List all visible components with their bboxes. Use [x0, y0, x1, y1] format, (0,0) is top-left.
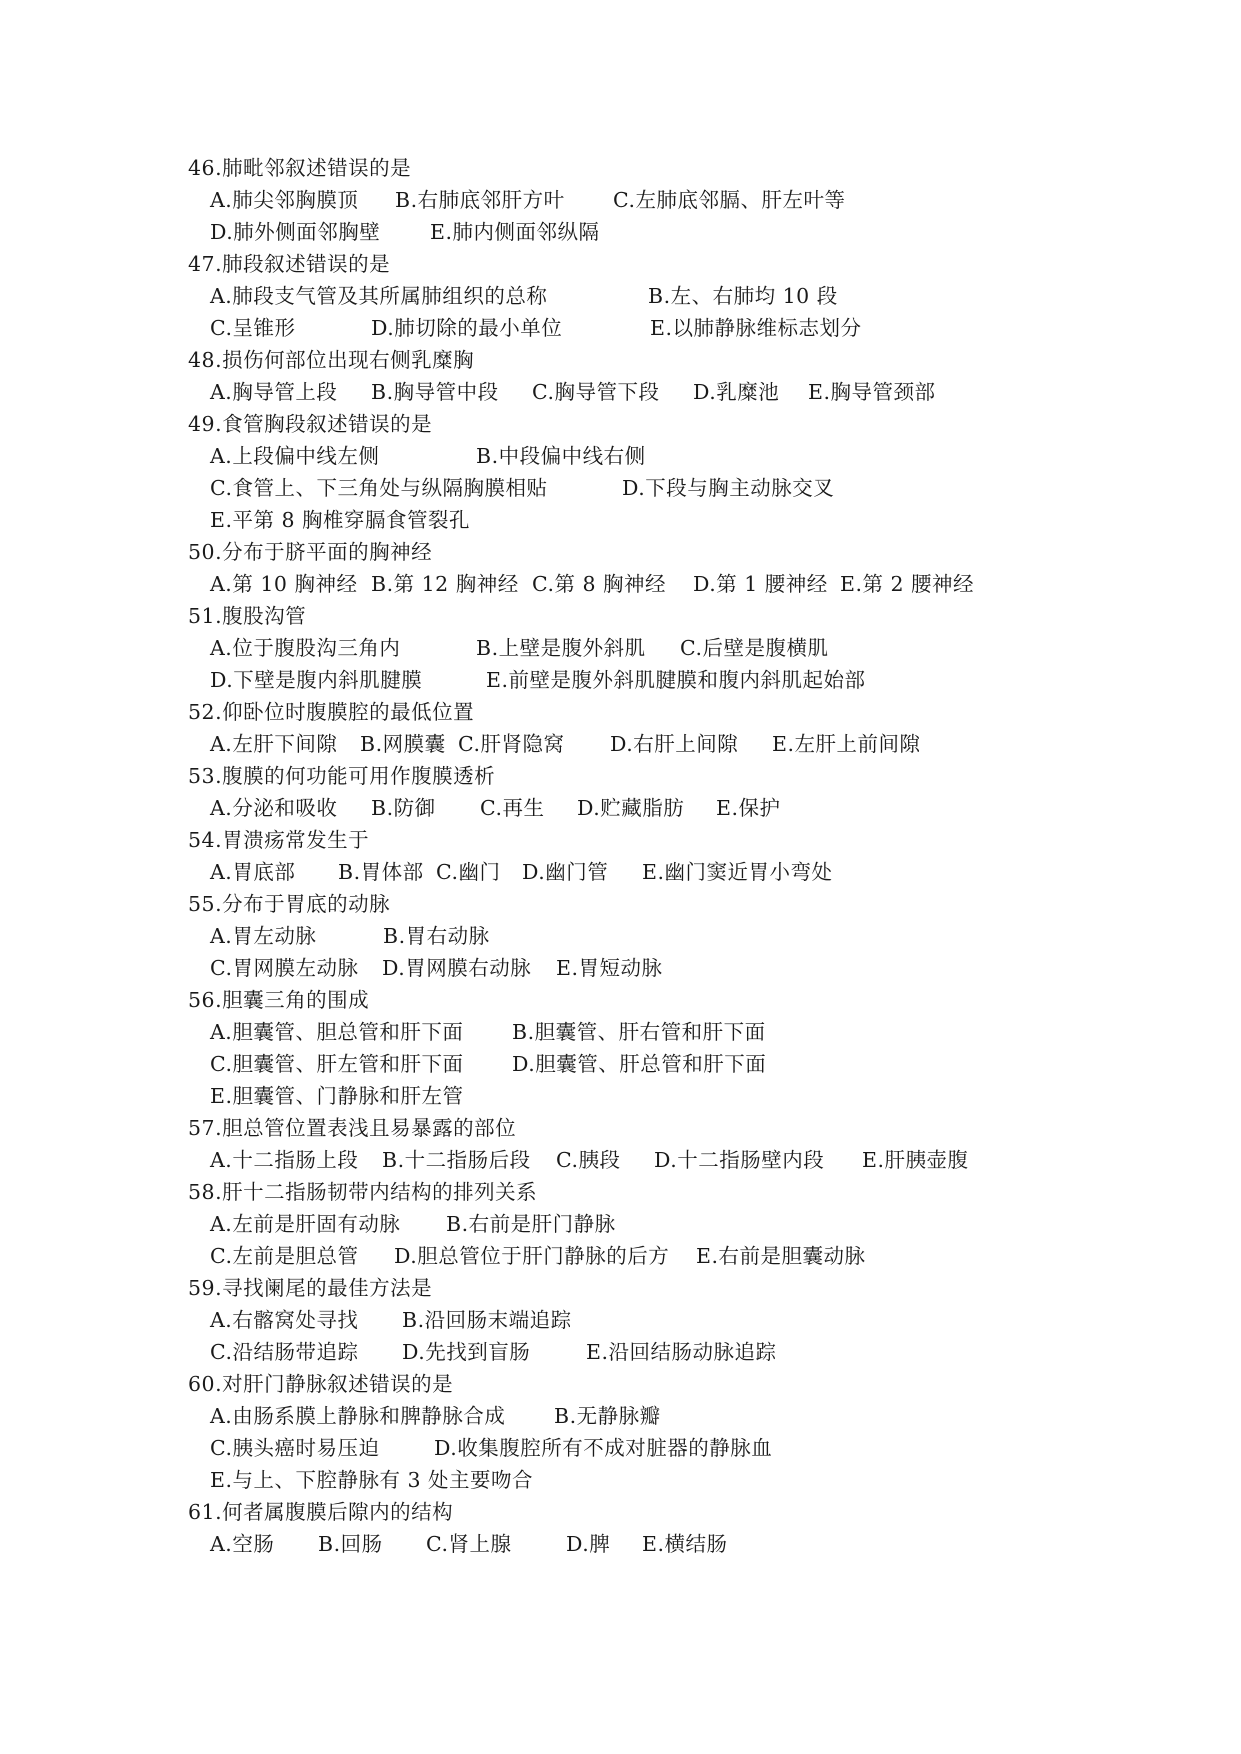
option: E.左肝上前间隙: [772, 732, 921, 756]
option: C.胆囊管、肝左管和肝下面: [210, 1052, 464, 1076]
option: C.食管上、下三角处与纵隔胸膜相贴: [210, 476, 548, 500]
option: D.脾: [566, 1532, 611, 1556]
option: E.幽门窦近胃小弯处: [642, 860, 833, 884]
option: A.分泌和吸收: [210, 796, 338, 820]
option: D.胃网膜右动脉: [382, 956, 532, 980]
option: E.第 2 腰神经: [840, 572, 975, 596]
option: E.平第 8 胸椎穿膈食管裂孔: [210, 508, 471, 532]
option: B.无静脉瓣: [554, 1404, 661, 1428]
option: C.左肺底邻膈、肝左叶等: [613, 188, 846, 212]
question-stem: 53.腹膜的何功能可用作腹膜透析: [188, 764, 496, 788]
option: D.胆囊管、肝总管和肝下面: [512, 1052, 767, 1076]
option: A.胸导管上段: [210, 380, 338, 404]
option: E.以肺静脉维标志划分: [650, 316, 862, 340]
option: D.下段与胸主动脉交叉: [622, 476, 835, 500]
question-stem: 57.胆总管位置表浅且易暴露的部位: [188, 1116, 517, 1140]
option: B.右肺底邻肝方叶: [395, 188, 565, 212]
option: D.先找到盲肠: [402, 1340, 531, 1364]
option: C.幽门: [436, 860, 501, 884]
option: C.胰头癌时易压迫: [210, 1436, 380, 1460]
option: E.肺内侧面邻纵隔: [430, 220, 600, 244]
option: E.右前是胆囊动脉: [696, 1244, 866, 1268]
option: C.第 8 胸神经: [532, 572, 667, 596]
option: A.胆囊管、胆总管和肝下面: [210, 1020, 464, 1044]
option: E.胃短动脉: [556, 956, 663, 980]
option: C.肝肾隐窝: [458, 732, 565, 756]
option: A.右髂窝处寻找: [210, 1308, 359, 1332]
option: E.胆囊管、门静脉和肝左管: [210, 1084, 464, 1108]
question-stem: 47.肺段叙述错误的是: [188, 252, 391, 276]
option: A.肺段支气管及其所属肺组织的总称: [210, 284, 548, 308]
option: B.右前是肝门静脉: [446, 1212, 616, 1236]
question-stem: 58.肝十二指肠韧带内结构的排列关系: [188, 1180, 538, 1204]
option: C.肾上腺: [426, 1532, 512, 1556]
option: E.保护: [716, 796, 781, 820]
question-stem: 51.腹股沟管: [188, 604, 307, 628]
option: D.十二指肠壁内段: [654, 1148, 825, 1172]
option: A.胃左动脉: [210, 924, 317, 948]
question-stem: 52.仰卧位时腹膜腔的最低位置: [188, 700, 475, 724]
option: D.肺切除的最小单位: [371, 316, 563, 340]
option: D.乳糜池: [693, 380, 780, 404]
option: C.沿结肠带追踪: [210, 1340, 359, 1364]
option: D.第 1 腰神经: [693, 572, 828, 596]
option: B.中段偏中线右侧: [476, 444, 646, 468]
option: B.左、右肺均 10 段: [648, 284, 838, 308]
option: D.收集腹腔所有不成对脏器的静脉血: [434, 1436, 773, 1460]
option: E.前壁是腹外斜肌腱膜和腹内斜肌起始部: [486, 668, 866, 692]
option: E.胸导管颈部: [808, 380, 936, 404]
option: B.胃体部: [338, 860, 424, 884]
question-stem: 49.食管胸段叙述错误的是: [188, 412, 433, 436]
option: C.胃网膜左动脉: [210, 956, 359, 980]
option: D.胆总管位于肝门静脉的后方: [394, 1244, 670, 1268]
option: B.胆囊管、肝右管和肝下面: [512, 1020, 766, 1044]
question-stem: 55.分布于胃底的动脉: [188, 892, 391, 916]
option: B.十二指肠后段: [382, 1148, 531, 1172]
option: C.左前是胆总管: [210, 1244, 359, 1268]
option: B.回肠: [318, 1532, 383, 1556]
option: A.第 10 胸神经: [210, 572, 358, 596]
question-stem: 46.肺毗邻叙述错误的是: [188, 156, 412, 180]
option: C.再生: [480, 796, 545, 820]
option: A.左前是肝固有动脉: [210, 1212, 401, 1236]
option: E.与上、下腔静脉有 3 处主要吻合: [210, 1468, 534, 1492]
question-stem: 59.寻找阑尾的最佳方法是: [188, 1276, 433, 1300]
option: A.左肝下间隙: [210, 732, 338, 756]
option: B.防御: [371, 796, 436, 820]
question-stem: 48.损伤何部位出现右侧乳糜胸: [188, 348, 475, 372]
option: A.空肠: [210, 1532, 275, 1556]
option: E.沿回结肠动脉追踪: [586, 1340, 777, 1364]
option: A.胃底部: [210, 860, 296, 884]
option: C.胸导管下段: [532, 380, 660, 404]
option: A.位于腹股沟三角内: [210, 636, 401, 660]
option: D.下壁是腹内斜肌腱膜: [210, 668, 423, 692]
option: E.横结肠: [642, 1532, 728, 1556]
option: D.贮藏脂肪: [577, 796, 685, 820]
question-stem: 61.何者属腹膜后隙内的结构: [188, 1500, 454, 1524]
option: A.上段偏中线左侧: [210, 444, 380, 468]
option: C.呈锥形: [210, 316, 296, 340]
option: A.十二指肠上段: [210, 1148, 359, 1172]
option: A.由肠系膜上静脉和脾静脉合成: [210, 1404, 506, 1428]
option: B.第 12 胸神经: [371, 572, 519, 596]
question-stem: 50.分布于脐平面的胸神经: [188, 540, 433, 564]
option: B.胸导管中段: [371, 380, 499, 404]
option: C.胰段: [556, 1148, 621, 1172]
option: B.网膜囊: [360, 732, 446, 756]
question-stem: 60.对肝门静脉叙述错误的是: [188, 1372, 454, 1396]
option: D.右肝上间隙: [610, 732, 739, 756]
question-stem: 56.胆囊三角的围成: [188, 988, 370, 1012]
option: B.胃右动脉: [383, 924, 490, 948]
option: B.沿回肠末端追踪: [402, 1308, 572, 1332]
option: D.肺外侧面邻胸壁: [210, 220, 381, 244]
option: C.后壁是腹横肌: [680, 636, 829, 660]
option: B.上壁是腹外斜肌: [476, 636, 646, 660]
question-stem: 54.胃溃疡常发生于: [188, 828, 370, 852]
option: D.幽门管: [522, 860, 609, 884]
option: E.肝胰壶腹: [862, 1148, 969, 1172]
option: A.肺尖邻胸膜顶: [210, 188, 359, 212]
